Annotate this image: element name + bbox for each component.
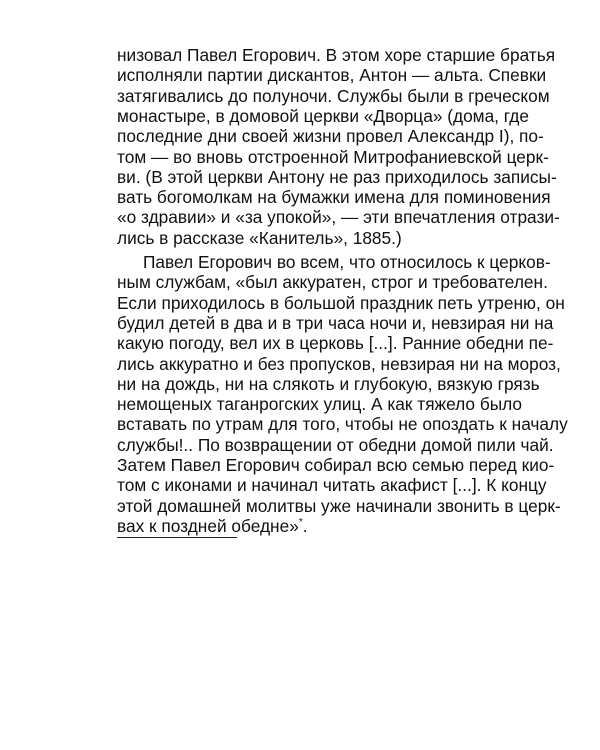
body-line: Затем Павел Егорович собирал всю семью перед кио- bbox=[117, 455, 555, 475]
footnote-line bbox=[140, 576, 495, 593]
footnote-line bbox=[140, 674, 495, 691]
footnote-line bbox=[140, 609, 495, 626]
body-line: затягивались до полуночи. Службы были в греческом bbox=[117, 86, 550, 106]
footnote-reference: * bbox=[298, 517, 303, 529]
body-line: будил детей в два и в три часа ночи и, невзирая ни на bbox=[117, 313, 554, 333]
body-line: немощеных таганрогских улиц. А как тяжело было bbox=[117, 394, 523, 414]
footnote-line bbox=[140, 593, 495, 610]
body-line: «о здравии» и «за упокой», — эти впечатления отрази- bbox=[117, 207, 560, 227]
body-line-text: вах к поздней обедне» bbox=[117, 516, 299, 536]
footnote-line bbox=[140, 560, 495, 577]
footnote-line bbox=[140, 641, 495, 658]
body-line: последние дни своей жизни провел Александр I), по- bbox=[117, 126, 544, 146]
body-line: монастыре, в домовой церкви «Дворца» (дома, где bbox=[117, 106, 529, 126]
body-line: этой домашней молитвы уже начинали звонить в церк- bbox=[117, 496, 561, 516]
footnote-line bbox=[140, 625, 495, 642]
body-line: исполняли партии дискантов, Антон — альта. Спевки bbox=[117, 65, 547, 85]
body-line: Если приходилось в большой праздник петь утреню, он bbox=[117, 293, 565, 313]
footnote-line bbox=[140, 657, 495, 674]
body-line-final: вах к поздней обедне»*. bbox=[117, 516, 308, 536]
body-line: Павел Егорович во всем, что относилось к церков- bbox=[143, 252, 551, 272]
body-line: лись в рассказе «Канитель», 1885.) bbox=[117, 228, 402, 248]
footnote-line bbox=[140, 690, 495, 707]
footnote-line bbox=[140, 544, 495, 561]
body-line: вать богомолкам на бумажки имена для поминовения bbox=[117, 187, 551, 207]
body-line: низовал Павел Егорович. В этом хоре старшие братья bbox=[117, 45, 556, 65]
footnote-rule bbox=[117, 537, 237, 538]
body-line: какую погоду, вел их в церковь [...]. Ранние обедни пе- bbox=[117, 333, 554, 353]
body-line: вставать по утрам для того, чтобы не опоздать к началу bbox=[117, 414, 568, 434]
body-line: лись аккуратно и без пропусков, невзирая ни на мороз, bbox=[117, 354, 561, 374]
body-line: том с иконами и начинал читать акафист [...]. К концу bbox=[117, 475, 547, 495]
body-line: службы!.. По возвращении от обедни домой пили чай. bbox=[117, 435, 554, 455]
body-line: ни на дождь, ни на слякоть и глубокую, вязкую грязь bbox=[117, 374, 540, 394]
body-line: том — во вновь отстроенной Митрофаниевской церк- bbox=[117, 147, 549, 167]
body-line: ви. (В этой церкви Антону не раз приходилось записы- bbox=[117, 167, 557, 187]
body-line: ным службам, «был аккуратен, строг и требователен. bbox=[117, 272, 548, 292]
